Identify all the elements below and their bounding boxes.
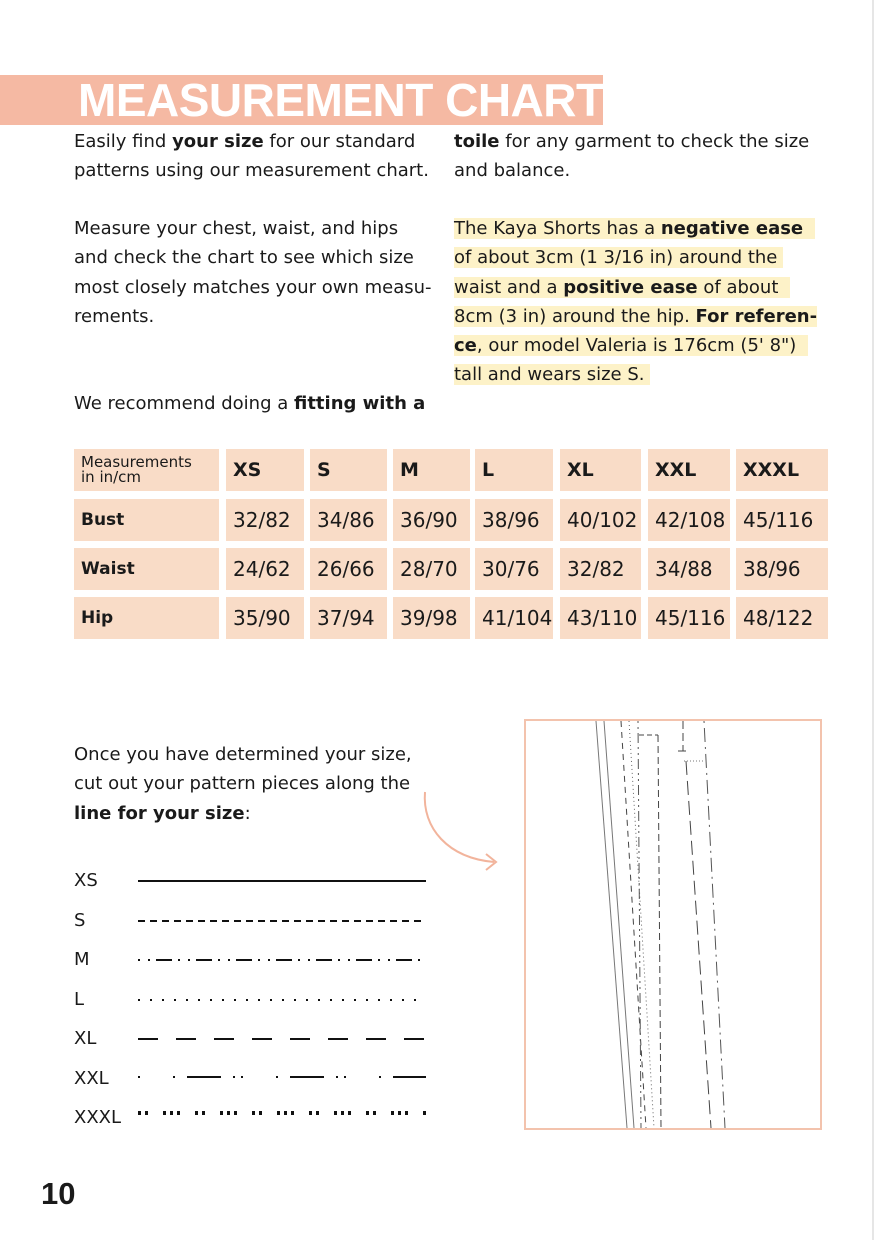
intro-line: and check the chart to see which size [74,247,414,269]
line-style-xxl [138,1069,428,1085]
size-header-xxl: XXL [648,449,730,491]
table-cell: 34/86 [310,499,387,541]
table-cell: 41/104 [475,597,553,639]
size-label-m: M [74,949,90,970]
arrow-icon [418,788,504,874]
cut-line-2: cut out your pattern pieces along the [74,773,411,795]
size-label-xs: XS [74,870,98,891]
line-style-xl [138,1031,428,1047]
cut-instructions [74,740,412,828]
cut-line-3: line for your size: [74,802,251,824]
table-cell: 48/122 [736,597,828,639]
size-header-xl: XL [560,449,641,491]
intro-line: ce, our model Valeria is 176cm (5' 8") [454,331,817,360]
corner-line-2: in in/cm [81,468,142,486]
size-label-xl: XL [74,1028,97,1049]
size-label-xxxl: XXXL [74,1107,122,1128]
table-corner-header [74,449,219,491]
table-cell: 38/96 [736,548,828,590]
line-style-l [138,992,428,1008]
intro-left-paragraph-3: We recommend doing a fitting with a [74,393,426,414]
size-label-xxl: XXL [74,1068,109,1089]
intro-right-paragraph-2-highlighted [454,214,817,390]
table-cell: 45/116 [648,597,730,639]
size-label-l: L [74,989,85,1010]
table-cell: 38/96 [475,499,553,541]
table-cell: 26/66 [310,548,387,590]
table-cell: 32/82 [560,548,641,590]
size-header-xs: XS [226,449,304,491]
table-cell: 32/82 [226,499,304,541]
page-title: MEASUREMENT CHART [78,74,604,126]
intro-line: and balance. [454,160,571,182]
page-number: 10 [41,1176,76,1211]
intro-line: Easily find your size for our standard [74,131,416,152]
intro-line: most closely matches your own measu- [74,276,432,298]
table-cell: 34/88 [648,548,730,590]
table-cell: 43/110 [560,597,641,639]
line-style-xs [138,873,428,889]
row-label-waist: Waist [74,548,219,590]
intro-line: The Kaya Shorts has a negative ease [454,214,817,243]
corner-line-1: Measurements [81,453,192,471]
intro-left-paragraph-1 [74,127,429,186]
intro-line: of about 3cm (1 3/16 in) around the [454,243,817,272]
intro-line: 8cm (3 in) around the hip. For referen- [454,305,818,327]
intro-line: tall and wears size S. [454,360,817,389]
pattern-lines-preview [524,719,822,1130]
pattern-lines-drawing [526,721,820,1128]
intro-line: toile for any garment to check the size [454,131,810,152]
row-label-hip: Hip [74,597,219,639]
table-cell: 28/70 [393,548,470,590]
line-style-s [138,913,428,929]
intro-left-paragraph-2 [74,214,432,331]
table-cell: 37/94 [310,597,387,639]
table-cell: 40/102 [560,499,641,541]
table-cell: 24/62 [226,548,304,590]
line-style-xxxl [138,1105,428,1121]
intro-line: patterns using our measurement chart. [74,160,429,182]
table-cell: 36/90 [393,499,470,541]
size-header-xxxl: XXXL [736,449,828,491]
size-header-l: L [475,449,553,491]
table-cell: 39/98 [393,597,470,639]
size-label-s: S [74,910,86,931]
intro-line: Measure your chest, waist, and hips [74,218,399,239]
intro-line: waist and a positive ease of about [454,273,817,302]
intro-line: rements. [74,305,155,327]
table-cell: 45/116 [736,499,828,541]
table-cell: 35/90 [226,597,304,639]
table-cell: 30/76 [475,548,553,590]
cut-line-1: Once you have determined your size, [74,744,412,765]
row-label-bust: Bust [74,499,219,541]
size-header-s: S [310,449,387,491]
table-cell: 42/108 [648,499,730,541]
line-style-m [138,952,428,968]
size-header-m: M [393,449,470,491]
intro-right-paragraph-1 [454,127,809,186]
